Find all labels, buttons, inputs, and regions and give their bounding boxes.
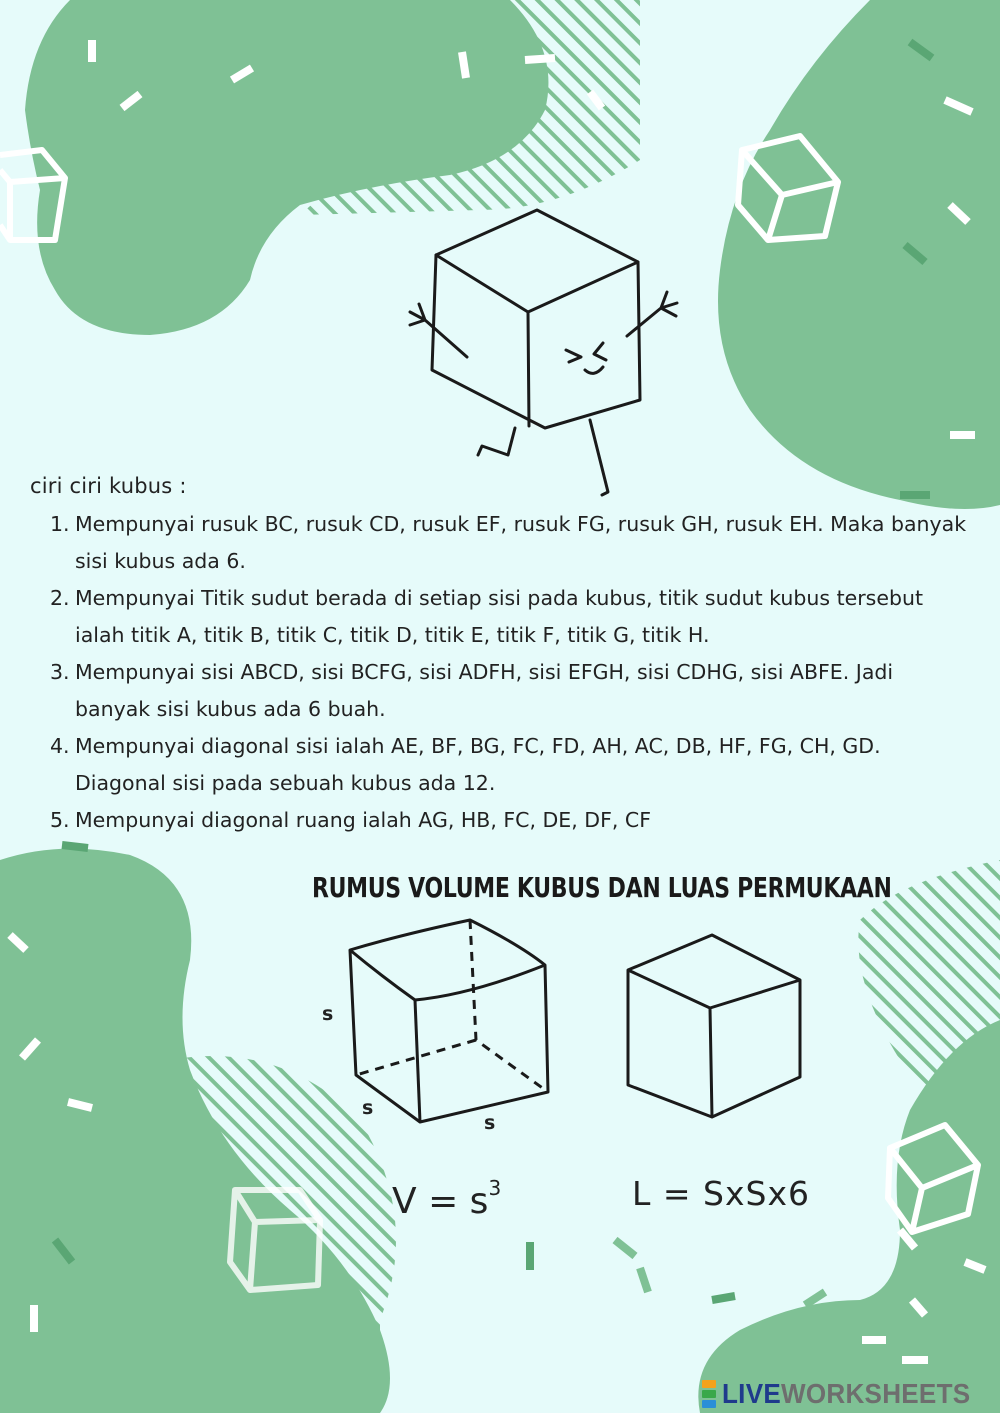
surface-area-formula: L = SxSx6 xyxy=(632,1174,810,1213)
list-item-number: 2. xyxy=(50,586,70,610)
wordmark-prefix: LIVE xyxy=(722,1378,781,1409)
list-item xyxy=(44,506,969,580)
liveworksheets-logo xyxy=(698,1376,989,1412)
happy-cube-character-icon xyxy=(410,210,677,495)
list-item-text: Mempunyai Titik sudut berada di setiap sisi pada kubus, titik sudut kubus tersebut ialah titik A, titik B, titik C, titik D, titik E, titik F, titik G, titik H. xyxy=(75,586,923,647)
blob-top-left xyxy=(25,0,548,335)
list-item-text: Mempunyai rusuk BC, rusuk CD, rusuk EF, rusuk FG, rusuk GH, rusuk EH. Maka banyak sisi kubus ada 6. xyxy=(75,512,967,573)
list-item xyxy=(44,728,969,802)
formula-section-title: RUMUS VOLUME KUBUS DAN LUAS PERMUKAAN xyxy=(312,872,892,904)
list-item-number: 5. xyxy=(50,808,70,832)
list-item-number: 4. xyxy=(50,734,70,758)
wordmark-suffix: WORKSHEETS xyxy=(780,1378,971,1409)
list-item-text: Mempunyai sisi ABCD, sisi BCFG, sisi ADFH, sisi EFGH, sisi CDHG, sisi ABFE. Jadi banyak sisi kubus ada 6 buah. xyxy=(75,660,894,721)
volume-formula-base: V = s xyxy=(392,1181,489,1222)
list-item-number: 3. xyxy=(50,660,70,684)
logo-letter-w xyxy=(702,1390,716,1398)
list-item-text: Mempunyai diagonal sisi ialah AE, BF, BG, FC, FD, AH, AC, DB, HF, FG, CH, GD. Diagonal sisi pada sebuah kubus ada 12. xyxy=(75,734,881,795)
logo-letter-l xyxy=(702,1380,716,1388)
list-item xyxy=(44,802,969,839)
list-item xyxy=(44,654,969,728)
edge-label-width: s xyxy=(484,1112,496,1134)
volume-formula xyxy=(392,1176,501,1222)
characteristics-heading: ciri ciri kubus : xyxy=(30,474,187,498)
volume-formula-exponent: 3 xyxy=(488,1176,502,1200)
list-item-text: Mempunyai diagonal ruang ialah AG, HB, FC, DE, DF, CF xyxy=(75,808,652,832)
list-item-number: 1. xyxy=(50,512,70,536)
logo-letter-s xyxy=(702,1400,716,1408)
liveworksheets-wordmark xyxy=(722,1378,970,1410)
characteristics-list xyxy=(44,506,969,839)
list-item xyxy=(44,580,969,654)
cube-diagram-volume-icon xyxy=(350,920,548,1122)
liveworksheets-logo-icon xyxy=(698,1379,720,1409)
edge-label-depth: s xyxy=(362,1097,374,1119)
edge-label-height: s xyxy=(322,1003,334,1025)
cube-diagram-area-icon xyxy=(628,935,800,1117)
